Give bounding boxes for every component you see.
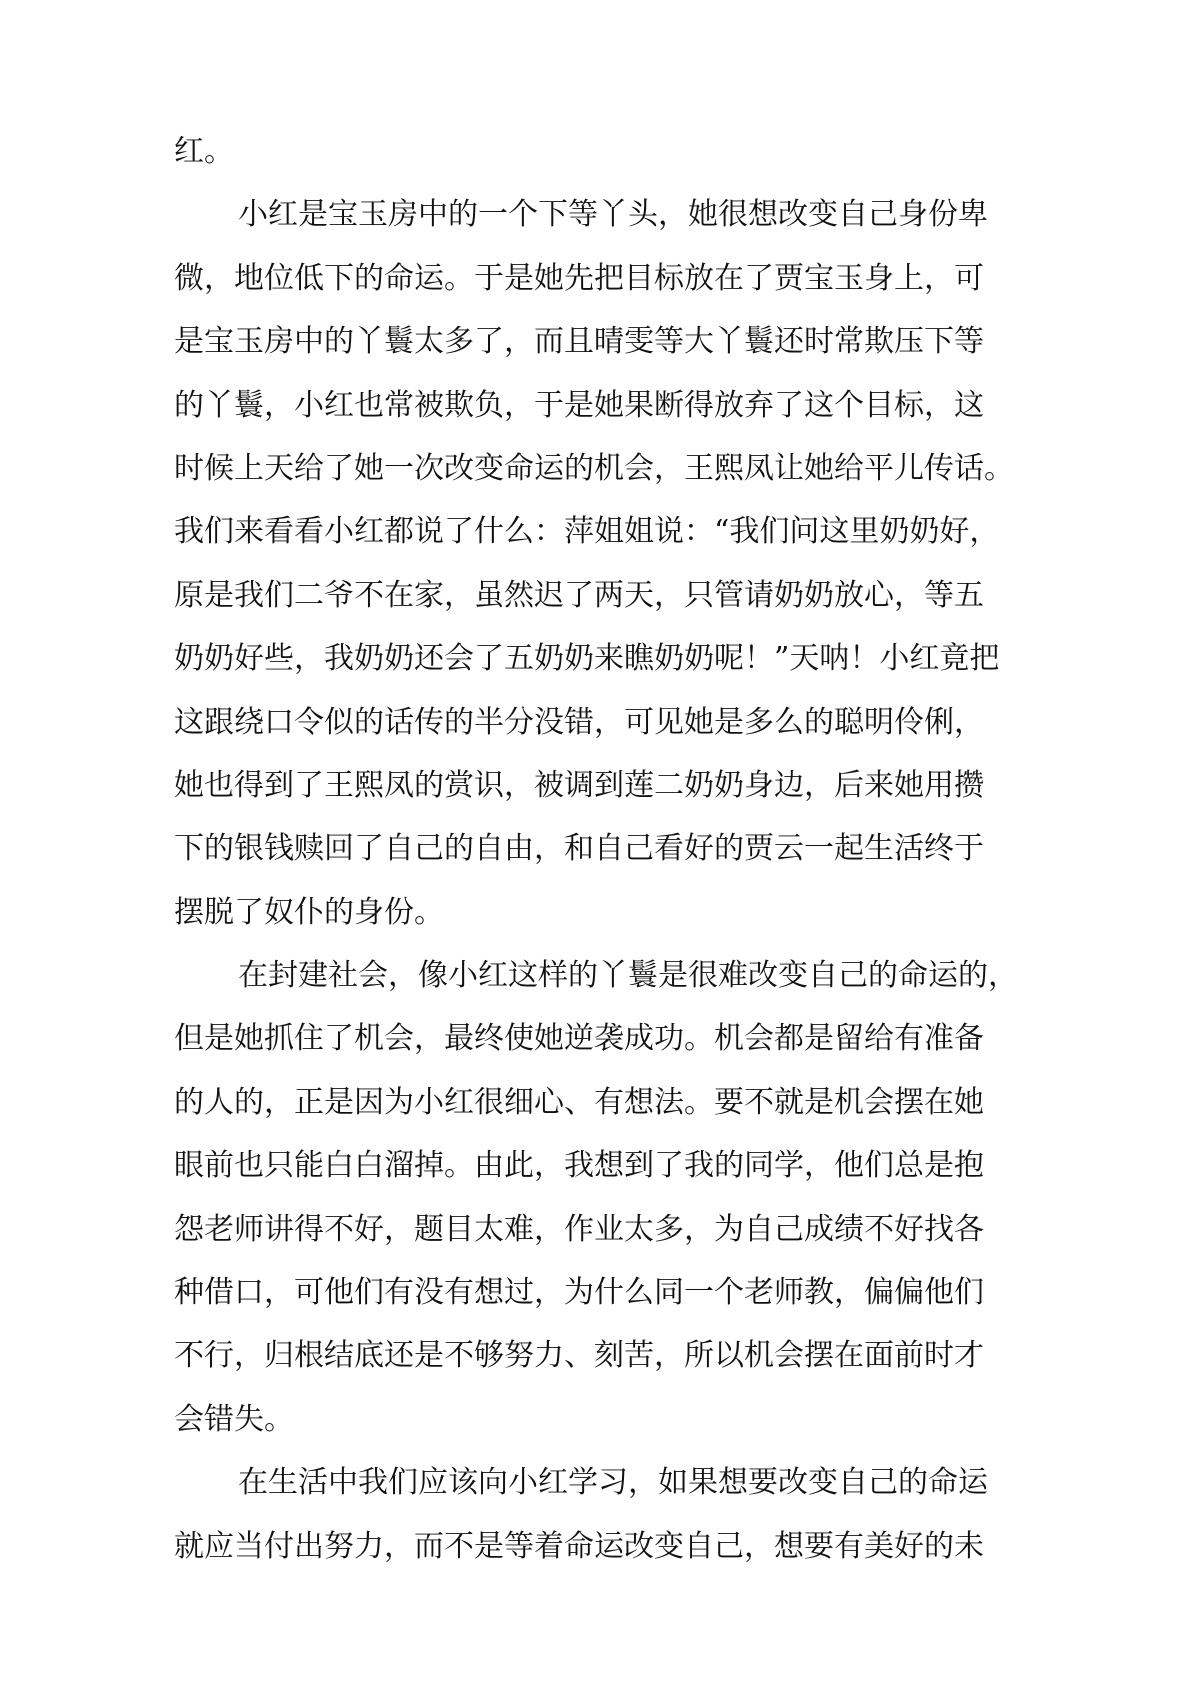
text-line: 微，地位低下的命运。于是她先把目标放在了贾宝玉身上，可 [174, 260, 984, 296]
text-line: 摆脱了奴仆的身份。 [174, 894, 444, 930]
text-line: 的丫鬟，小红也常被欺负，于是她果断得放弃了这个目标，这 [174, 387, 984, 423]
text-line: 原是我们二爷不在家，虽然迟了两天，只管请奶奶放心，等五 [174, 577, 984, 613]
text-line: 是宝玉房中的丫鬟太多了，而且晴雯等大丫鬟还时常欺压下等 [174, 324, 984, 360]
paragraph-start-line: 小红是宝玉房中的一个下等丫头，她很想改变自己身份卑 [238, 197, 988, 233]
text-line: 下的银钱赎回了自己的自由，和自己看好的贾云一起生活终于 [174, 831, 984, 867]
text-line: 时候上天给了她一次改变命运的机会，王熙凤让她给平儿传话。 [174, 450, 1014, 486]
text-line: 种借口，可他们有没有想过，为什么同一个老师教，偏偏他们 [174, 1275, 984, 1311]
text-line: 红。 [174, 134, 234, 169]
text-line: 怨老师讲得不好，题目太难，作业太多，为自己成绩不好找各 [174, 1211, 984, 1247]
text-line: 但是她抓住了机会，最终使她逆袭成功。机会都是留给有准备 [174, 1021, 984, 1057]
paragraph-start-line: 在封建社会，像小红这样的丫鬟是很难改变自己的命运的， [238, 958, 1018, 994]
text-line: 我们来看看小红都说了什么：萍姐姐说：“我们问这里奶奶好， [174, 514, 1000, 550]
body-text [174, 120, 1064, 1578]
text-line: 的人的，正是因为小红很细心、有想法。要不就是机会摆在她 [174, 1084, 984, 1120]
paragraph-start-line: 在生活中我们应该向小红学习，如果想要改变自己的命运 [238, 1465, 988, 1501]
text-line: 奶奶好些，我奶奶还会了五奶奶来瞧奶奶呢！”天呐！小红竟把 [174, 641, 1000, 677]
text-line: 眼前也只能白白溜掉。由此，我想到了我的同学，他们总是抱 [174, 1148, 984, 1184]
text-line: 就应当付出努力，而不是等着命运改变自己，想要有美好的未 [174, 1528, 984, 1564]
text-line: 她也得到了王熙凤的赏识，被调到莲二奶奶身边，后来她用攒 [174, 767, 984, 803]
text-line: 这跟绕口令似的话传的半分没错，可见她是多么的聪明伶俐， [174, 704, 984, 740]
text-line: 会错失。 [174, 1401, 294, 1437]
text-line: 不行，归根结底还是不够努力、刻苦，所以机会摆在面前时才 [174, 1338, 984, 1374]
